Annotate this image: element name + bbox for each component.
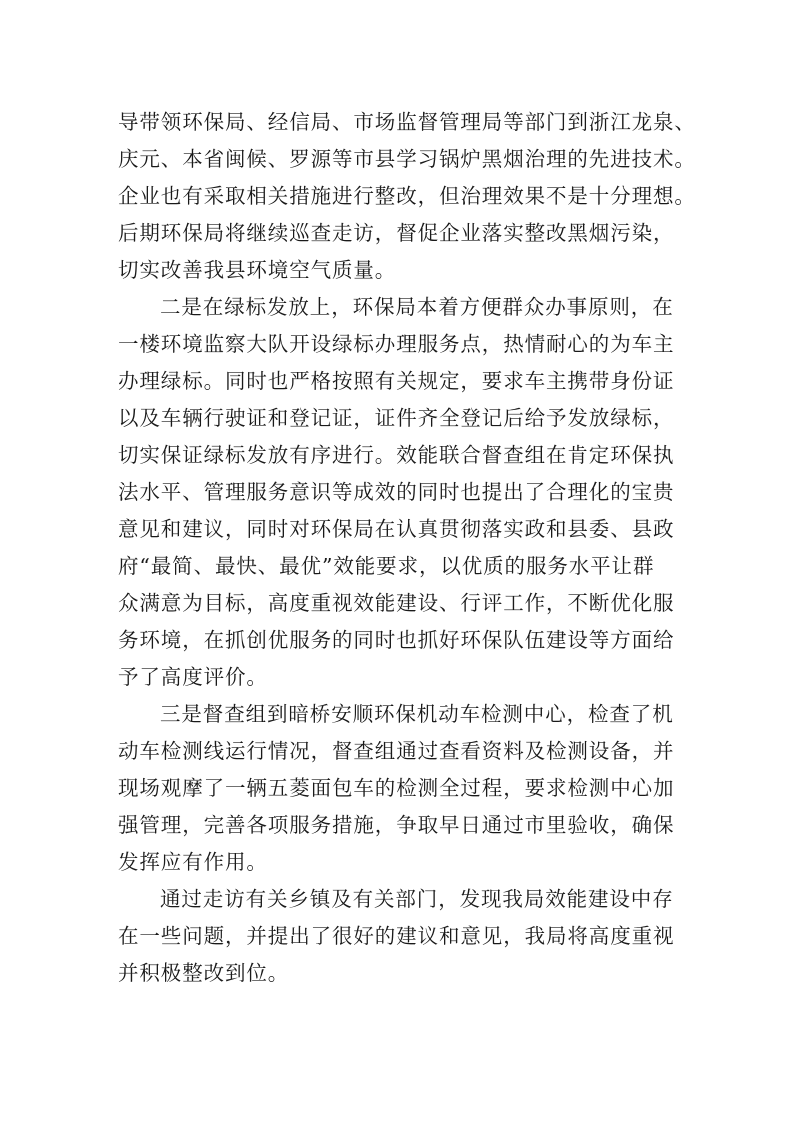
text-line: 意见和建议，同时对环保局在认真贯彻落实政和县委、县政 — [118, 517, 675, 541]
text-line: 三是督查组到暗桥安顺环保机动车检测中心，检查了机 — [160, 702, 674, 726]
text-line: 后期环保局将继续巡查走访，督促企业落实整改黑烟污染， — [118, 221, 675, 245]
text-line: 庆元、本省闽候、罗源等市县学习锅炉黑烟治理的先进技术。 — [118, 147, 696, 171]
text-line: 一楼环境监察大队开设绿标办理服务点，热情耐心的为车主 — [118, 332, 675, 356]
text-line: 务环境，在抓创优服务的同时也抓好环保队伍建设等方面给 — [118, 628, 675, 652]
text-line: 强管理，完善各项服务措施，争取早日通过市里验收，确保 — [118, 813, 675, 837]
text-line: 企业也有采取相关措施进行整改，但治理效果不是十分理想。 — [118, 184, 696, 208]
text-line: 法水平、管理服务意识等成效的同时也提出了合理化的宝贵 — [118, 480, 675, 504]
text-line: 通过走访有关乡镇及有关部门，发现我局效能建设中存 — [160, 887, 674, 911]
text-line: 二是在绿标发放上，环保局本着方便群众办事原则，在 — [160, 295, 674, 319]
text-line: 众满意为目标，高度重视效能建设、行评工作，不断优化服 — [118, 591, 675, 615]
text-line: 予了高度评价。 — [118, 665, 268, 689]
text-line: 办理绿标。同时也严格按照有关规定，要求车主携带身份证 — [118, 369, 675, 393]
text-line: 发挥应有作用。 — [118, 850, 268, 874]
text-line: 在一些问题，并提出了很好的建议和意见，我局将高度重视 — [118, 924, 675, 948]
text-line: 现场观摩了一辆五菱面包车的检测全过程，要求检测中心加 — [118, 776, 675, 800]
text-line: 切实改善我县环境空气质量。 — [118, 258, 397, 282]
text-line: 切实保证绿标发放有序进行。效能联合督查组在肯定环保执 — [118, 443, 675, 467]
text-line: 导带领环保局、经信局、市场监督管理局等部门到浙江龙泉、 — [118, 110, 696, 134]
text-line: 府“最简、最快、最优”效能要求，以优质的服务水平让群 — [118, 554, 655, 578]
text-line: 并积极整改到位。 — [118, 961, 290, 985]
text-line: 动车检测线运行情况，督查组通过查看资料及检测设备，并 — [118, 739, 675, 763]
text-line: 以及车辆行驶证和登记证，证件齐全登记后给予发放绿标， — [118, 406, 675, 430]
